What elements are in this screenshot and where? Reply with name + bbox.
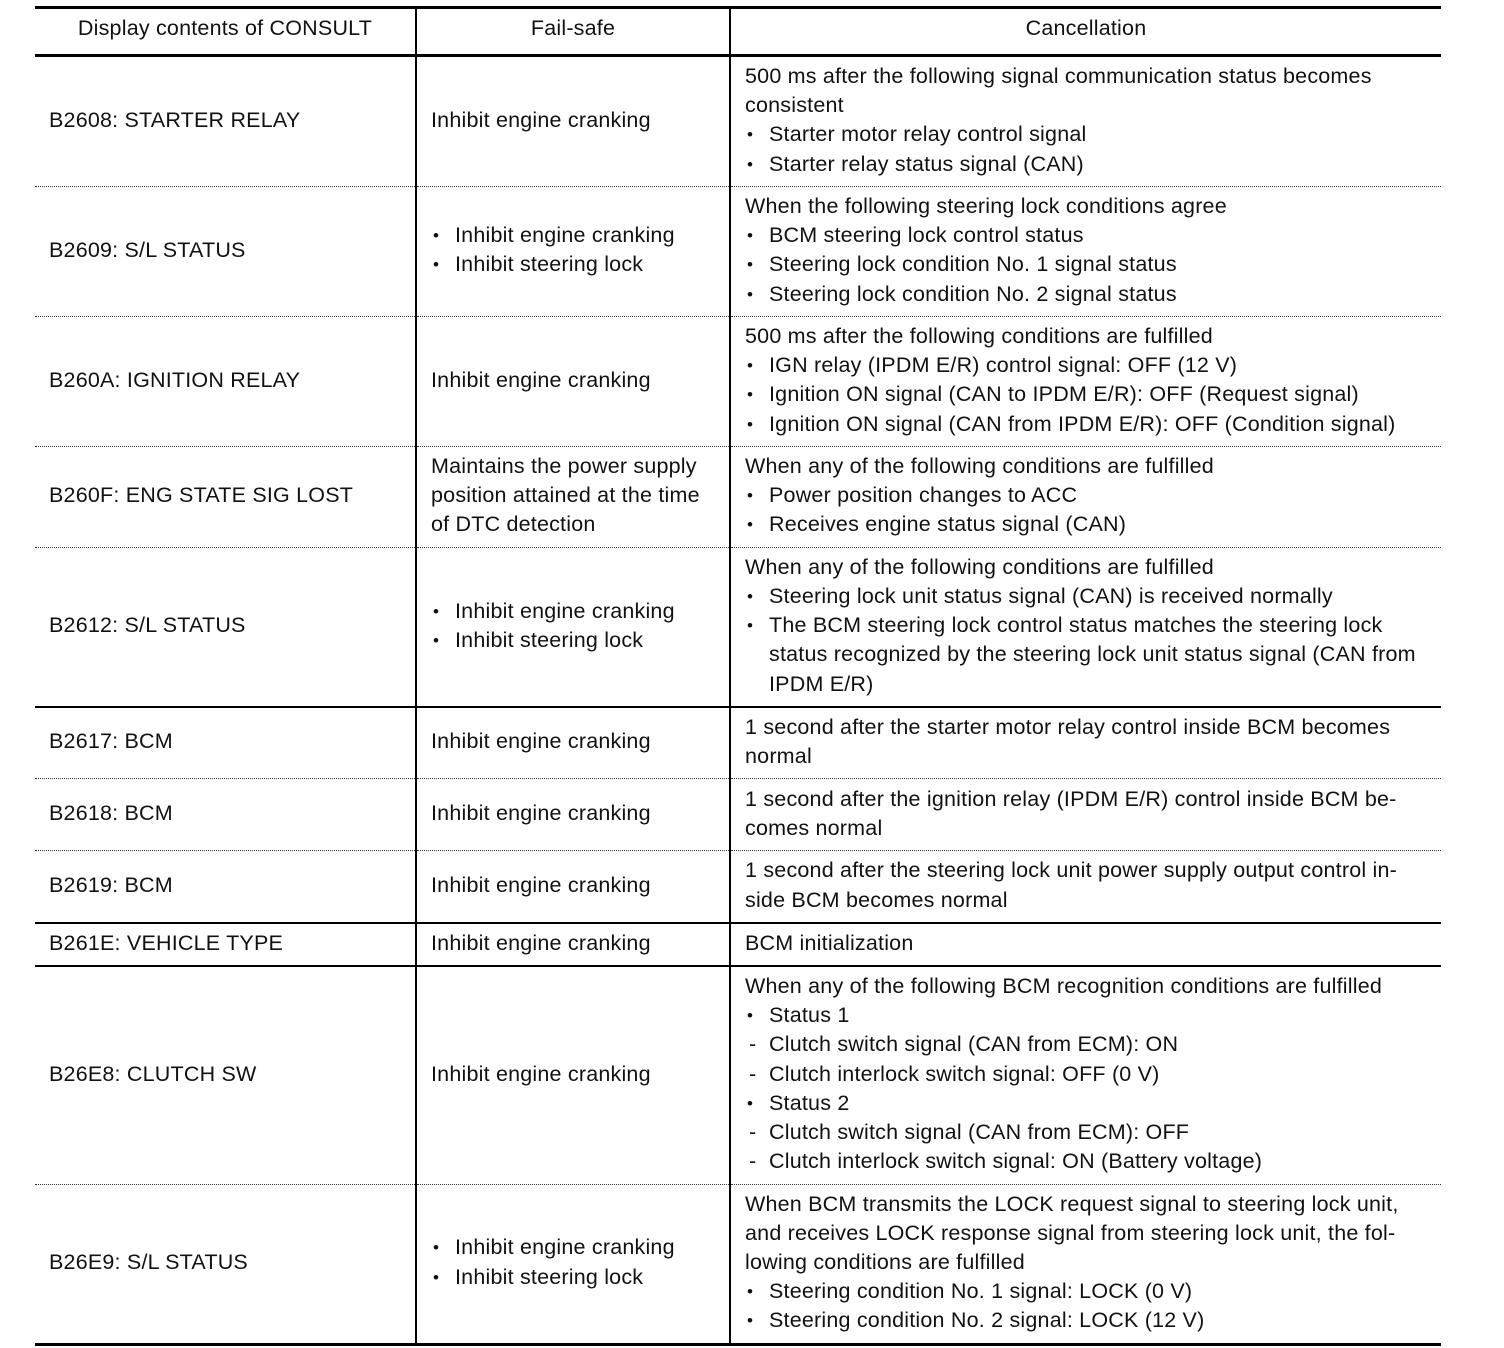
cancellation-text: When any of the following conditions are fulfilled bbox=[745, 454, 1214, 478]
cell-fail-safe bbox=[416, 186, 730, 316]
bullet-list-item: • Inhibit engine cranking bbox=[431, 1233, 719, 1262]
bullet-list-item: • Status 1 bbox=[745, 1001, 1435, 1030]
cell-fail-safe bbox=[416, 923, 730, 966]
bullet-list-item: • Power position changes to ACC bbox=[745, 481, 1435, 510]
bullet-list-item: • BCM steering lock control status bbox=[745, 221, 1435, 250]
bullet-list-item: • Steering condition No. 1 signal: LOCK (0 V) bbox=[745, 1277, 1435, 1306]
cancellation-list bbox=[745, 582, 1435, 699]
bullet-list-item: • Starter relay status signal (CAN) bbox=[745, 150, 1435, 179]
cell-fail-safe bbox=[416, 1184, 730, 1344]
cell-fail-safe bbox=[416, 966, 730, 1184]
header-fail-safe: Fail-safe bbox=[416, 8, 730, 56]
cell-cancellation bbox=[730, 56, 1441, 187]
cancellation-text: 1 second after the ignition relay (IPDM E/R) control inside BCM be-comes normal bbox=[745, 786, 1397, 840]
table-row bbox=[35, 966, 1441, 1184]
dash-list-item: - Clutch interlock switch signal: ON (Battery voltage) bbox=[745, 1147, 1435, 1176]
cell-display-contents: B2619: BCM bbox=[35, 851, 416, 923]
cell-cancellation bbox=[730, 316, 1441, 446]
cell-fail-safe bbox=[416, 446, 730, 547]
dash-list-item: - Clutch switch signal (CAN from ECM): ON bbox=[745, 1030, 1435, 1059]
fail-safe-text: Inhibit engine cranking bbox=[431, 107, 651, 132]
cell-cancellation bbox=[730, 446, 1441, 547]
table-row bbox=[35, 547, 1441, 707]
table-row bbox=[35, 779, 1441, 851]
bullet-list-item: • Steering lock condition No. 1 signal status bbox=[745, 250, 1435, 279]
cancellation-list bbox=[745, 1277, 1435, 1335]
cancellation-text: 1 second after the starter motor relay control inside BCM becomes normal bbox=[745, 714, 1391, 769]
fail-safe-list bbox=[431, 597, 719, 655]
bullet-list-item: • Starter motor relay control signal bbox=[745, 120, 1435, 149]
header-row bbox=[35, 8, 1441, 56]
cell-cancellation bbox=[730, 1184, 1441, 1344]
fail-safe-list bbox=[431, 221, 719, 279]
cell-cancellation bbox=[730, 923, 1441, 966]
cancellation-text: 500 ms after the following conditions are fulfilled bbox=[745, 323, 1213, 348]
table-row bbox=[35, 923, 1441, 966]
fail-safe-text: Inhibit engine cranking bbox=[431, 367, 651, 392]
cell-fail-safe bbox=[416, 707, 730, 779]
dtc-failsafe-table bbox=[35, 6, 1441, 1346]
cancellation-list bbox=[745, 120, 1435, 178]
table-row bbox=[35, 446, 1441, 547]
cancellation-text: When BCM transmits the LOCK request signal to steering lock unit, and receives LOCK response signal from steering lock unit, the fol-lowing conditions are fulfilled bbox=[745, 1191, 1399, 1274]
dash-list-item: - Clutch interlock switch signal: OFF (0 V) bbox=[745, 1060, 1435, 1089]
dash-list-item: - Clutch switch signal (CAN from ECM): OFF bbox=[745, 1118, 1435, 1147]
table-body bbox=[35, 56, 1441, 1345]
cell-fail-safe bbox=[416, 779, 730, 851]
table-row bbox=[35, 186, 1441, 316]
bullet-list-item: • Inhibit steering lock bbox=[431, 250, 719, 279]
table-row bbox=[35, 851, 1441, 923]
cancellation-text: BCM initialization bbox=[745, 930, 914, 955]
bullet-list-item: • Inhibit engine cranking bbox=[431, 221, 719, 250]
cell-display-contents: B2618: BCM bbox=[35, 779, 416, 851]
cell-display-contents: B2612: S/L STATUS bbox=[35, 547, 416, 707]
cell-display-contents: B2608: STARTER RELAY bbox=[35, 56, 416, 187]
table-header bbox=[35, 8, 1441, 56]
fail-safe-text: Inhibit engine cranking bbox=[431, 872, 651, 897]
bullet-list-item: • Steering condition No. 2 signal: LOCK (12 V) bbox=[745, 1306, 1435, 1335]
cell-display-contents: B26E8: CLUTCH SW bbox=[35, 966, 416, 1184]
fail-safe-text: Maintains the power supply position attained at the time of DTC detection bbox=[431, 454, 700, 537]
table-row bbox=[35, 707, 1441, 779]
cancellation-list bbox=[745, 481, 1435, 539]
cancellation-text: When any of the following conditions are fulfilled bbox=[745, 554, 1214, 579]
cancellation-text: When any of the following BCM recognition conditions are fulfilled bbox=[745, 974, 1383, 999]
fail-safe-text: Inhibit engine cranking bbox=[431, 1061, 651, 1086]
cell-cancellation bbox=[730, 779, 1441, 851]
fail-safe-text: Inhibit engine cranking bbox=[431, 729, 651, 754]
cancellation-list bbox=[745, 351, 1435, 439]
cancellation-text: 500 ms after the following signal communication status becomes consistent bbox=[745, 64, 1372, 118]
cancellation-list bbox=[745, 221, 1435, 309]
cell-fail-safe bbox=[416, 56, 730, 187]
bullet-list-item: • Inhibit steering lock bbox=[431, 626, 719, 655]
cell-display-contents: B26E9: S/L STATUS bbox=[49, 1249, 248, 1274]
bullet-list-item: • Inhibit engine cranking bbox=[431, 597, 719, 626]
bullet-list-item: • IGN relay (IPDM E/R) control signal: OFF (12 V) bbox=[745, 351, 1435, 380]
bullet-list-item: • Ignition ON signal (CAN from IPDM E/R): OFF (Condition signal) bbox=[745, 410, 1435, 439]
bullet-list-item: • Ignition ON signal (CAN to IPDM E/R): OFF (Request signal) bbox=[745, 380, 1435, 409]
table-row bbox=[35, 1184, 1441, 1344]
header-cancellation: Cancellation bbox=[730, 8, 1441, 56]
cell-fail-safe bbox=[416, 316, 730, 446]
cell-cancellation bbox=[730, 966, 1441, 1184]
table-row bbox=[35, 316, 1441, 446]
bullet-list-item: • Steering lock unit status signal (CAN) is received normally bbox=[745, 582, 1435, 611]
cell-display-contents: B260A: IGNITION RELAY bbox=[35, 316, 416, 446]
bullet-list-item: • Steering lock condition No. 2 signal status bbox=[745, 280, 1435, 309]
bullet-list-item: • Receives engine status signal (CAN) bbox=[745, 510, 1435, 539]
cell-display-contents: B260F: ENG STATE SIG LOST bbox=[35, 446, 416, 547]
cell-display-contents: B2617: BCM bbox=[35, 707, 416, 779]
fail-safe-text: Inhibit engine cranking bbox=[431, 801, 651, 826]
cell-cancellation bbox=[730, 547, 1441, 707]
cell-cancellation bbox=[730, 707, 1441, 779]
bullet-list-item: • The BCM steering lock control status matches the steering lock status recognized by the steering lock unit status signal (CAN from IPDM E/R) bbox=[745, 611, 1435, 699]
cell-display-contents: B261E: VEHICLE TYPE bbox=[35, 923, 416, 966]
cancellation-list bbox=[745, 1001, 1435, 1176]
bullet-list-item: • Status 2 bbox=[745, 1089, 1435, 1118]
cell-cancellation bbox=[730, 186, 1441, 316]
cell-fail-safe bbox=[416, 547, 730, 707]
cell-cancellation bbox=[730, 851, 1441, 923]
cancellation-text: When the following steering lock conditions agree bbox=[745, 193, 1227, 218]
fail-safe-text: Inhibit engine cranking bbox=[431, 930, 651, 955]
bullet-list-item: • Inhibit steering lock bbox=[431, 1263, 719, 1292]
cell-display-contents: B2609: S/L STATUS bbox=[35, 186, 416, 316]
header-display-contents: Display contents of CONSULT bbox=[35, 8, 416, 56]
fail-safe-list bbox=[431, 1233, 719, 1291]
table-row bbox=[35, 56, 1441, 187]
cell-fail-safe bbox=[416, 851, 730, 923]
cancellation-text: 1 second after the steering lock unit power supply output control in-side BCM becomes normal bbox=[745, 858, 1397, 912]
